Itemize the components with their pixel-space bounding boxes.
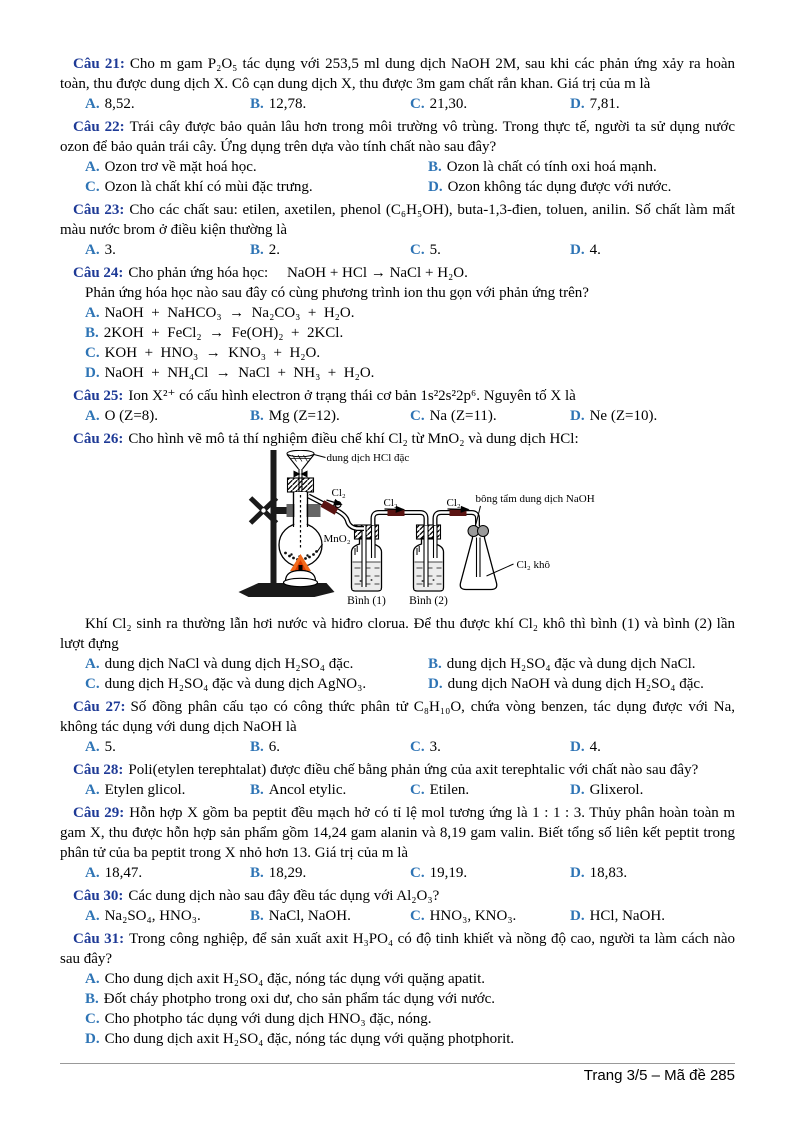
question-30 (60, 886, 735, 926)
question-text: Cho phản ứng hóa học: NaOH + HCl → NaCl + H₂O. (128, 265, 468, 281)
option-c: C. KOH + HNO₃ → KNO₃ + H₂O. (85, 345, 321, 361)
option-b: B. Ancol etylic. (250, 782, 347, 798)
option-d: D. Cho dung dịch axit H₂SO₄ đặc, nóng tác dụng với quặng photphorit. (85, 1031, 515, 1047)
options-grid (60, 157, 735, 197)
option-c: C. Cho photpho tác dụng với dung dịch HNO₃ đặc, nóng. (85, 1011, 432, 1027)
option-b: B. 2. (250, 242, 281, 258)
question-text: Ion X²⁺ có cấu hình electron ở trạng thái cơ bản 1s²2s²2p⁶. Nguyên tố X là (128, 388, 576, 404)
question-number: Câu 26: (73, 431, 124, 447)
question-subtext: Khí Cl₂ sinh ra thường lẫn hơi nước và hiđro clorua. Để thu được khí Cl₂ khô thì bình (1) và bình (2) lần lượt đựng (60, 616, 735, 652)
question-number: Câu 25: (73, 388, 124, 404)
option-a: A. dung dịch NaCl và dung dịch H₂SO₄ đặc. (85, 656, 354, 672)
option-c: C. 5. (410, 242, 441, 258)
options-grid (60, 654, 735, 694)
question-text: Cho các chất sau: etilen, axetilen, phenol (C₆H₅OH), buta-1,3-đien, toluen, anilin. Số chất làm mất màu nước brom ở điều kiện thường là (60, 202, 735, 238)
option-b: B. Ozon là chất có tính oxi hoá mạnh. (428, 159, 657, 175)
cl2-preparation-diagram (230, 450, 630, 613)
pointer-line (314, 455, 326, 458)
options-row (60, 863, 735, 883)
question-text: Cho m gam P₂O₅ tác dụng với 253,5 ml dung dịch NaOH 2M, sau khi các phản ứng xảy ra hoàn toàn, thu được dung dịch X. Cô cạn dung dịch X, thu được 3m gam chất rắn khan. Giá trị của m là (60, 56, 736, 92)
exam-content (60, 54, 735, 1052)
question-29 (60, 803, 735, 883)
question-number: Câu 28: (73, 762, 124, 778)
apparatus-drawing (230, 450, 630, 608)
option-a: A. Cho dung dịch axit H₂SO₄ đặc, nóng tác dụng với quặng apatit. (85, 971, 486, 987)
question-26 (60, 429, 735, 694)
question-number: Câu 29: (73, 805, 125, 821)
options-row (60, 906, 735, 926)
question-text: Trong công nghiệp, để sản xuất axit H₃PO₄ có độ tinh khiết và nồng độ cao, người ta làm cách nào sau đây? (60, 931, 736, 967)
options-row (60, 94, 735, 114)
gas-flow-arrow (448, 509, 469, 510)
rubber-stopper (288, 478, 314, 492)
option-c: C. Etilen. (410, 782, 470, 798)
option-c: C. dung dịch H₂SO₄ đặc và dung dịch AgNO₃. (85, 676, 367, 692)
alcohol-lamp (284, 571, 318, 587)
question-21 (60, 54, 735, 114)
stand (239, 450, 335, 597)
option-d: D. 7,81. (570, 96, 620, 112)
question-subtext: Phản ứng hóa học nào sau đây có cùng phương trình ion thu gọn với phản ứng trên? (85, 285, 589, 301)
question-number: Câu 22: (73, 119, 125, 135)
option-c: C. Ozon là chất khí có mùi đặc trưng. (85, 179, 313, 195)
question-text: Poli(etylen terephtalat) được điều chế bằng phản ứng của axit terephtalic với chất nào sau đây? (128, 762, 699, 778)
question-22 (60, 117, 735, 197)
option-b: B. Mg (Z=12). (250, 408, 340, 424)
options-list (60, 969, 735, 1049)
options-row (60, 737, 735, 757)
rubber-connector (323, 504, 337, 512)
question-text: Số đồng phân cấu tạo có công thức phân tử C₈H₁₀O, chứa vòng benzen, tác dụng được với Na, không tác dụng với dung dịch NaOH là (60, 699, 735, 735)
option-d: D. 4. (570, 242, 601, 258)
options-list (60, 303, 735, 383)
gas-tube-3 (435, 513, 478, 528)
options-row (60, 406, 735, 426)
question-text: Các dung dịch nào sau đây đều tác dụng với Al₂O₃? (128, 888, 440, 904)
option-d: D. dung dịch NaOH và dung dịch H₂SO₄ đặc. (428, 676, 704, 692)
option-c: C. 3. (410, 739, 441, 755)
question-number: Câu 30: (73, 888, 124, 904)
question-number: Câu 31: (73, 931, 125, 947)
question-text: Hỗn hợp X gồm ba peptit đều mạch hở có tỉ lệ mol tương ứng là 1 : 1 : 3. Thủy phân hoàn toàn m gam X, thu được hỗn hợp sản phẩm gồm 14,24 gam alanin và 8,19 gam valin. Biết tổng số liên kết peptit trong phân tử của ba peptit trong X nhỏ hơn 13. Giá trị của m là (60, 805, 735, 861)
option-d: D. 4. (570, 739, 601, 755)
option-b: B. 18,29. (250, 865, 307, 881)
question-number: Câu 21: (73, 56, 125, 72)
option-b: B. 2KOH + FeCl₂ → Fe(OH)₂ + 2KCl. (85, 325, 344, 341)
option-a: A. Ozon trơ về mặt hoá học. (85, 159, 257, 175)
option-c: C. 19,19. (410, 865, 468, 881)
question-23 (60, 200, 735, 260)
question-31 (60, 929, 735, 1049)
question-number: Câu 23: (73, 202, 125, 218)
question-25 (60, 386, 735, 426)
question-text: Cho hình vẽ mô tả thí nghiệm điều chế khí Cl₂ từ MnO₂ và dung dịch HCl: (128, 431, 579, 447)
question-27 (60, 697, 735, 757)
option-d: D. Ozon không tác dụng được với nước. (428, 179, 672, 195)
question-28 (60, 760, 735, 800)
question-24 (60, 263, 735, 383)
option-a: A. Na₂SO₄, HNO₃. (85, 908, 201, 924)
option-d: D. 18,83. (570, 865, 628, 881)
option-a: A. 3. (85, 242, 116, 258)
option-b: B. dung dịch H₂SO₄ đặc và dung dịch NaCl. (428, 656, 696, 672)
option-a: A. 5. (85, 739, 116, 755)
bottle-2-label: Bình (2) (409, 595, 448, 607)
option-d: D. HCl, NaOH. (570, 908, 666, 924)
options-row (60, 780, 735, 800)
option-a: A. O (Z=8). (85, 408, 159, 424)
bottle-1 (352, 525, 382, 591)
question-text: Trái cây được bảo quản lâu hơn trong môi trường vô trùng. Trong thực tế, người ta sử dụng nước ozon để bảo quản trái cây. Ứng dụng trên dựa vào tính chất nào sau đây? (60, 119, 735, 155)
mno2-label: MnO₂ (323, 533, 351, 545)
option-c: C. Na (Z=11). (410, 408, 497, 424)
option-d: D. NaOH + NH₄Cl → NaCl + NH₃ + H₂O. (85, 365, 375, 381)
option-b: B. 6. (250, 739, 281, 755)
bottle-2 (414, 525, 444, 591)
footer-divider (60, 1063, 735, 1064)
option-d: D. Glixerol. (570, 782, 644, 798)
option-d: D. Ne (Z=10). (570, 408, 658, 424)
question-number: Câu 27: (73, 699, 126, 715)
question-number: Câu 24: (73, 265, 124, 281)
option-c: C. HNO₃, KNO₃. (410, 908, 517, 924)
option-b: B. NaCl, NaOH. (250, 908, 351, 924)
cl2-label-1: Cl₂ (331, 487, 346, 499)
bottle-1-label: Bình (1) (347, 595, 386, 607)
gas-tube-2 (373, 513, 426, 526)
option-b: B. Đốt cháy photpho trong oxi dư, cho sản phẩm tác dụng với nước. (85, 991, 495, 1007)
option-a: A. 8,52. (85, 96, 135, 112)
hcl-label: dung dịch HCl đặc (326, 452, 410, 464)
gas-flow-arrow (385, 509, 404, 510)
option-a: A. Etylen glicol. (85, 782, 186, 798)
options-row (60, 240, 735, 260)
cotton-label: bông tẩm dung dịch NaOH (475, 493, 595, 505)
dry-cl2-label: Cl₂ khô (516, 559, 550, 571)
erlenmeyer-flask (460, 526, 497, 590)
option-a: A. NaOH + NaHCO₃ → Na₂CO₃ + H₂O. (85, 305, 355, 321)
page-footer: Trang 3/5 – Mã đề 285 (583, 1067, 735, 1084)
option-a: A. 18,47. (85, 865, 143, 881)
cl2-label-2: Cl₂ (383, 497, 398, 509)
cl2-label-3: Cl₂ (446, 497, 461, 509)
option-b: B. 12,78. (250, 96, 307, 112)
option-c: C. 21,30. (410, 96, 468, 112)
